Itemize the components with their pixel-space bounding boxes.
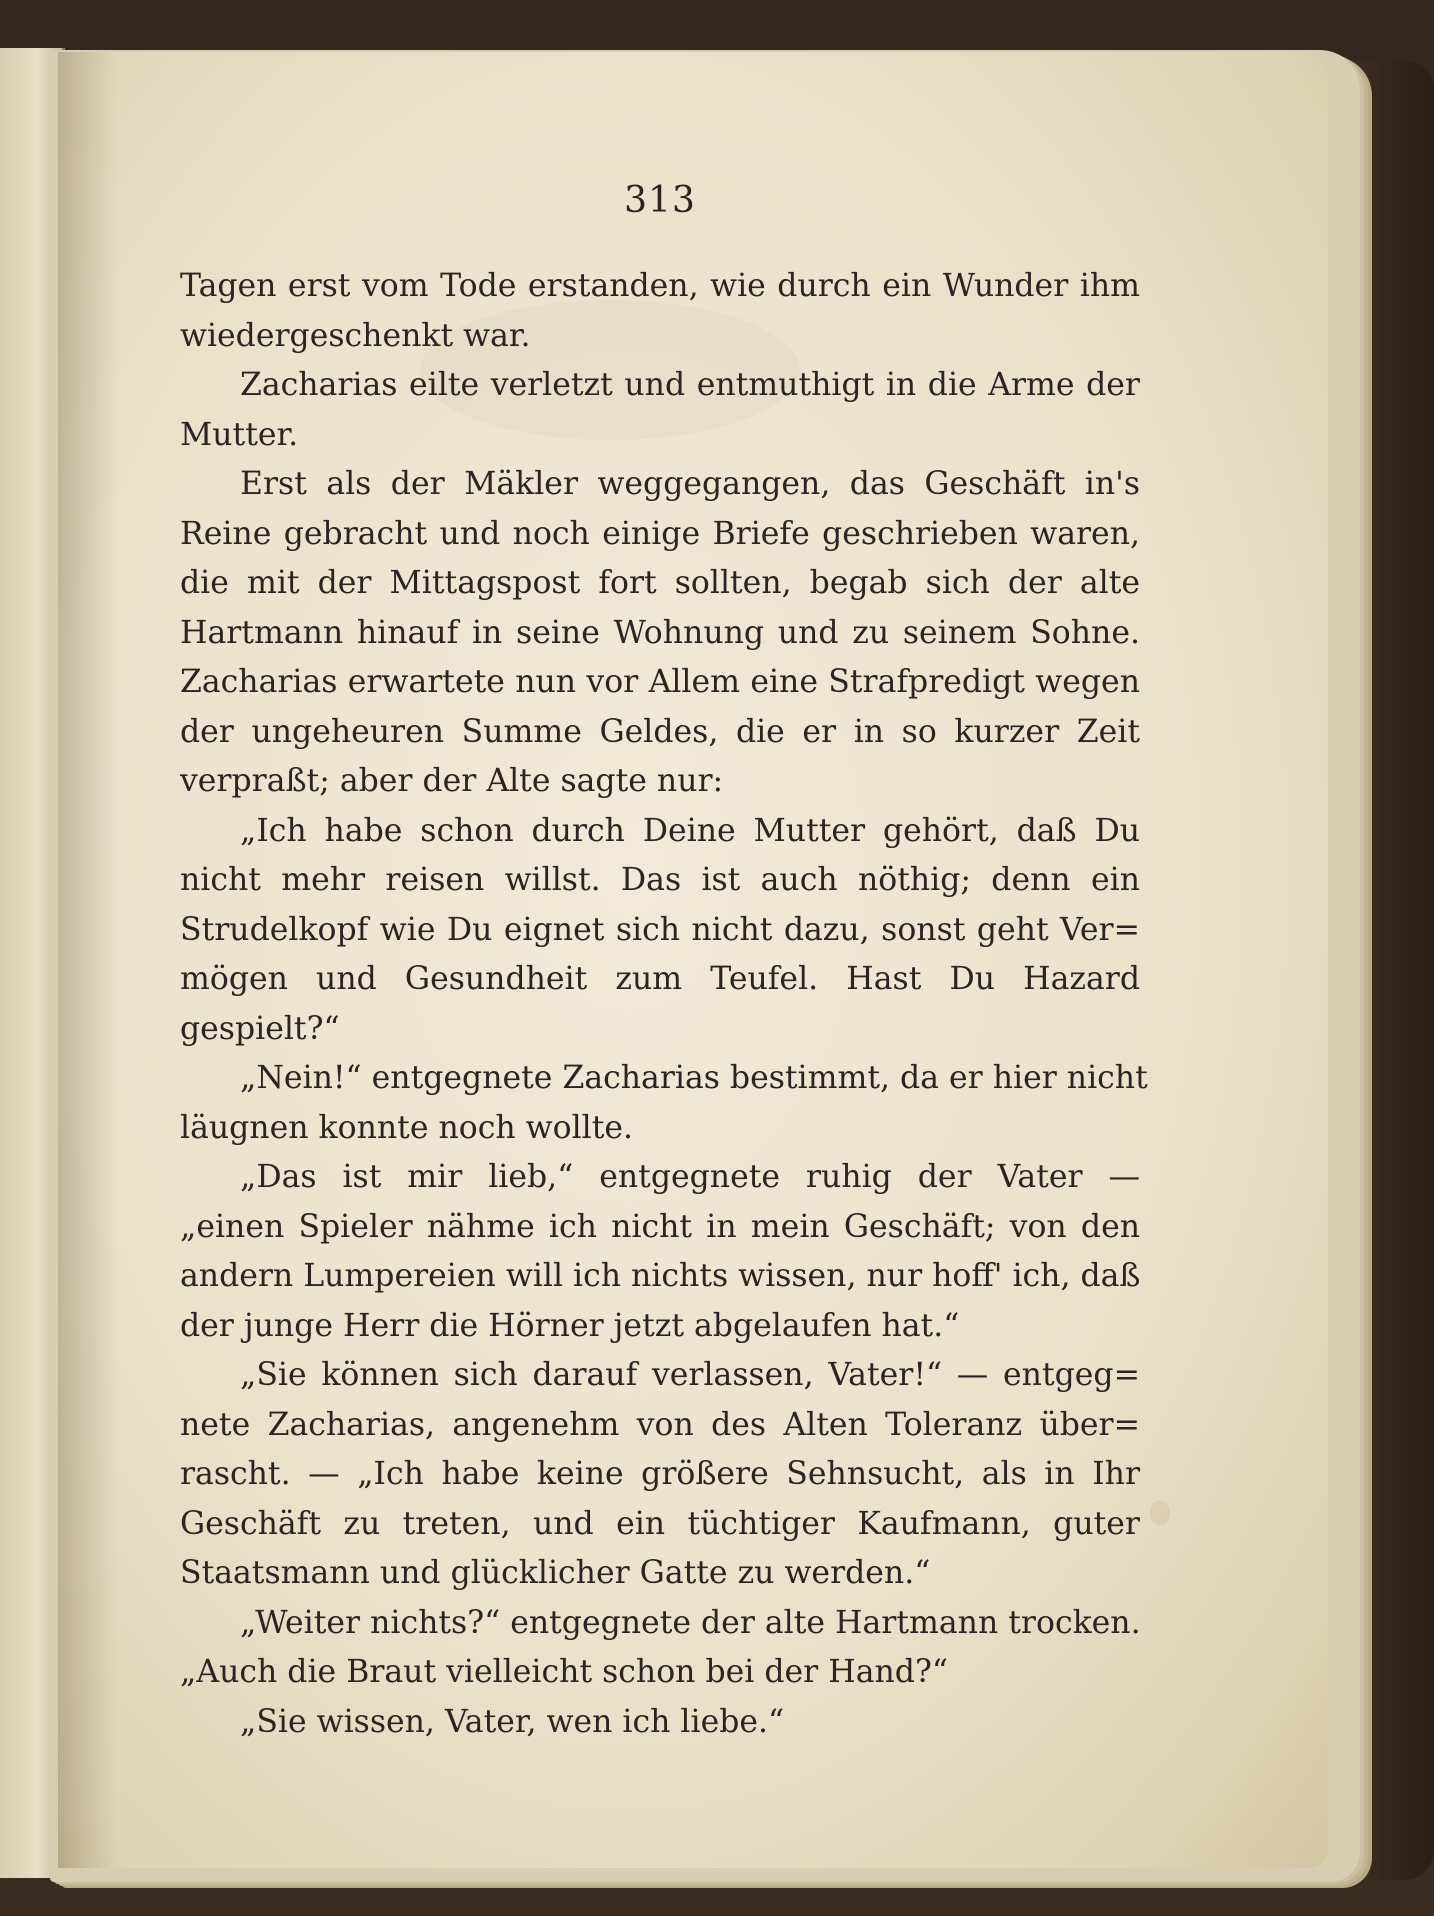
text-line: „einen Spieler nähme ich nicht in mein Geschäft; von den <box>180 1208 1140 1245</box>
text-line: die mit der Mittagspost fort sollten, begab sich der alte <box>180 565 1140 601</box>
text-line: gespielt?“ <box>180 1010 340 1047</box>
text-line: Hartmann hinauf in seine Wohnung und zu seinem Sohne. <box>180 614 1140 651</box>
text-line: „Sie wissen, Vater, wen ich liebe.“ <box>240 1703 785 1740</box>
text-line: „Nein!“ entgegnete Zacharias bestimmt, da er hier nicht <box>240 1060 1148 1096</box>
text-line: nicht mehr reisen willst. Das ist auch nöthig; denn ein <box>180 862 1140 898</box>
text-line: Reine gebracht und noch einige Briefe geschrieben waren, <box>180 515 1140 552</box>
paper-stain <box>1150 1500 1170 1526</box>
text-line: Geschäft zu treten, und ein tüchtiger Kaufmann, guter <box>180 1505 1140 1542</box>
text-line: Strudelkopf wie Du eignet sich nicht dazu, sonst geht Ver= <box>180 911 1140 948</box>
text-line: Zacharias erwartete nun vor Allem eine Strafpredigt wegen <box>180 664 1140 700</box>
text-line: „Das ist mir lieb,“ entgegnete ruhig der Vater — <box>240 1159 1140 1195</box>
text-line: mögen und Gesundheit zum Teufel. Hast Du Hazard <box>180 961 1140 997</box>
text-line: nete Zacharias, angenehm von des Alten Toleranz über= <box>180 1406 1140 1443</box>
text-line: „Weiter nichts?“ entgegnete der alte Hartmann trocken. <box>240 1604 1141 1641</box>
text-line: andern Lumpereien will ich nichts wissen, nur hoff' ich, daß <box>180 1258 1141 1294</box>
text-line: wiedergeschenkt war. <box>180 317 531 354</box>
text-line: „Sie können sich darauf verlassen, Vater!“ — entgeg= <box>240 1357 1140 1393</box>
page-number: 313 <box>624 180 696 221</box>
text-line: verpraßt; aber der Alte sagte nur: <box>180 763 724 799</box>
text-line: der ungeheuren Summe Geldes, die er in so kurzer Zeit <box>180 713 1140 750</box>
text-line: der junge Herr die Hörner jetzt abgelaufen hat.“ <box>180 1307 960 1344</box>
spine-shadow <box>58 52 118 1868</box>
text-line: läugnen konnte noch wollte. <box>180 1109 634 1146</box>
text-line: „Auch die Braut vielleicht schon bei der Hand?“ <box>180 1654 948 1690</box>
text-line: „Ich habe schon durch Deine Mutter gehört, daß Du <box>240 812 1140 849</box>
page-text <box>180 262 1148 1747</box>
text-line: Tagen erst vom Tode erstanden, wie durch ein Wunder ihm <box>180 268 1140 304</box>
text-line: Zacharias eilte verletzt und entmuthigt in die Arme der <box>240 367 1140 403</box>
text-line: rascht. — „Ich habe keine größere Sehnsucht, als in Ihr <box>180 1456 1140 1492</box>
text-line: Mutter. <box>180 416 299 453</box>
text-line: Erst als der Mäkler weggegangen, das Geschäft in's <box>240 466 1140 502</box>
text-line: Staatsmann und glücklicher Gatte zu werden.“ <box>180 1555 931 1591</box>
